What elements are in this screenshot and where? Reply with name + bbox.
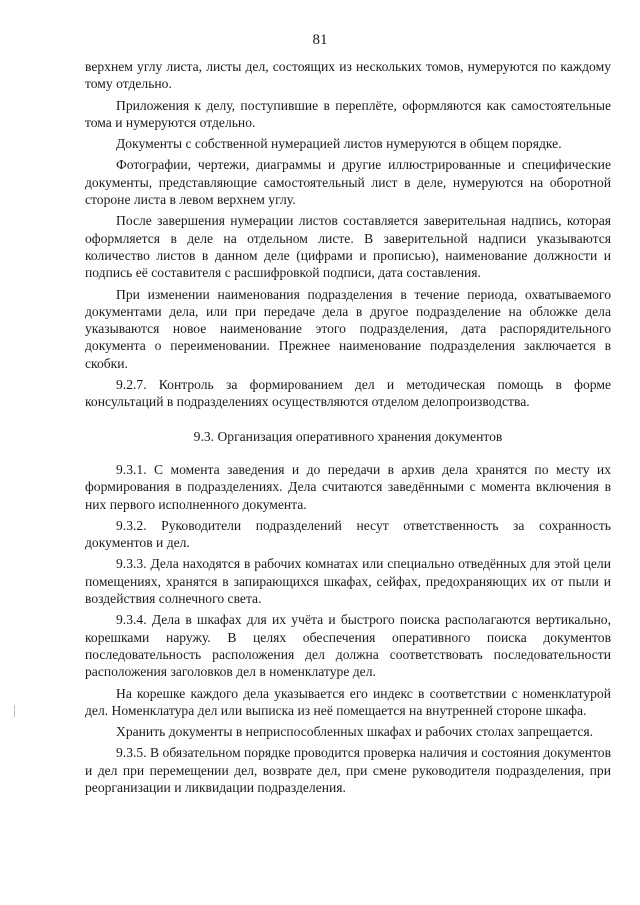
paragraph: 9.3.3. Дела находятся в рабочих комнатах или специально отведённых для этой цели помещениях, хранятся в запирающихся шкафах, сейфах, предохраняющих их от пыли и воздействия солнечного света. [85, 556, 611, 607]
document-body [85, 58, 611, 800]
paragraph: 9.3.4. Дела в шкафах для их учёта и быстрого поиска располагаются вертикально, корешками наружу. В целях обеспечения оперативного поиска документов последовательность расположения дел должна соответствовать последовательности расположения заголовков дел в номенклатуре дел. [85, 612, 611, 680]
paragraph: 9.3.2. Руководители подразделений несут ответственность за сохранность документов и дел. [85, 517, 611, 551]
paragraph: 9.3.5. В обязательном порядке проводится проверка наличия и состояния документов и дел при перемещении дел, возврате дел, при смене руководителя подразделения, при реорганизации и ликвидации подразделения. [85, 745, 611, 795]
paragraph: Документы с собственной нумерацией листов нумеруются в общем порядке. [116, 136, 562, 152]
paragraph: На корешке каждого дела указывается его индекс в соответствии с номенклатурой дел. Номенклатура дел или выписка из неё помещается на внутренней стороне шкафа. [85, 685, 611, 718]
page-number: 81 [312, 32, 328, 48]
paragraph: При изменении наименования подразделения в течение периода, охватываемого документами дела, или при передаче дела в другое подразделение на обложке дела указываются новое наименование этого подразделения, дата распорядительного документа о переименовании. Прежнее наименование подразделения заключается в скобки. [85, 286, 611, 371]
paragraph: 9.3.1. С момента заведения и до передачи в архив дела хранятся по месту их формирования в подразделениях. Дела считаются заведёнными с момента включения в них первого исполненного документа. [85, 461, 611, 512]
paragraph: 9.2.7. Контроль за формированием дел и методическая помощь в форме консультаций в подразделениях осуществляются отделом делопроизводства. [85, 377, 611, 410]
paragraph: Фотографии, чертежи, диаграммы и другие иллюстрированные и специфические документы, представляющие самостоятельный лист в деле, нумеруются на оборотной стороне листа в левом верхнем углу. [85, 157, 611, 208]
paragraph: Приложения к делу, поступившие в переплёте, оформляются как самостоятельные тома и нумеруются отдельно. [85, 97, 611, 130]
section-heading: 9.3. Организация оперативного хранения документов [193, 428, 503, 444]
paragraph: верхнем углу листа, листы дел, состоящих из нескольких томов, нумеруются по каждому тому отдельно. [85, 59, 611, 92]
paragraph: После завершения нумерации листов составляется заверительная надпись, которая оформляется в деле на отдельном листе. В заверительной надписи указываются количество листов в данном деле (цифрами и прописью), наименование должности и подпись её составителя с расшифровкой подписи, дата составления. [85, 213, 611, 281]
margin-mark [14, 705, 15, 717]
paragraph: Хранить документы в неприспособленных шкафах и рабочих столах запрещается. [116, 724, 594, 740]
